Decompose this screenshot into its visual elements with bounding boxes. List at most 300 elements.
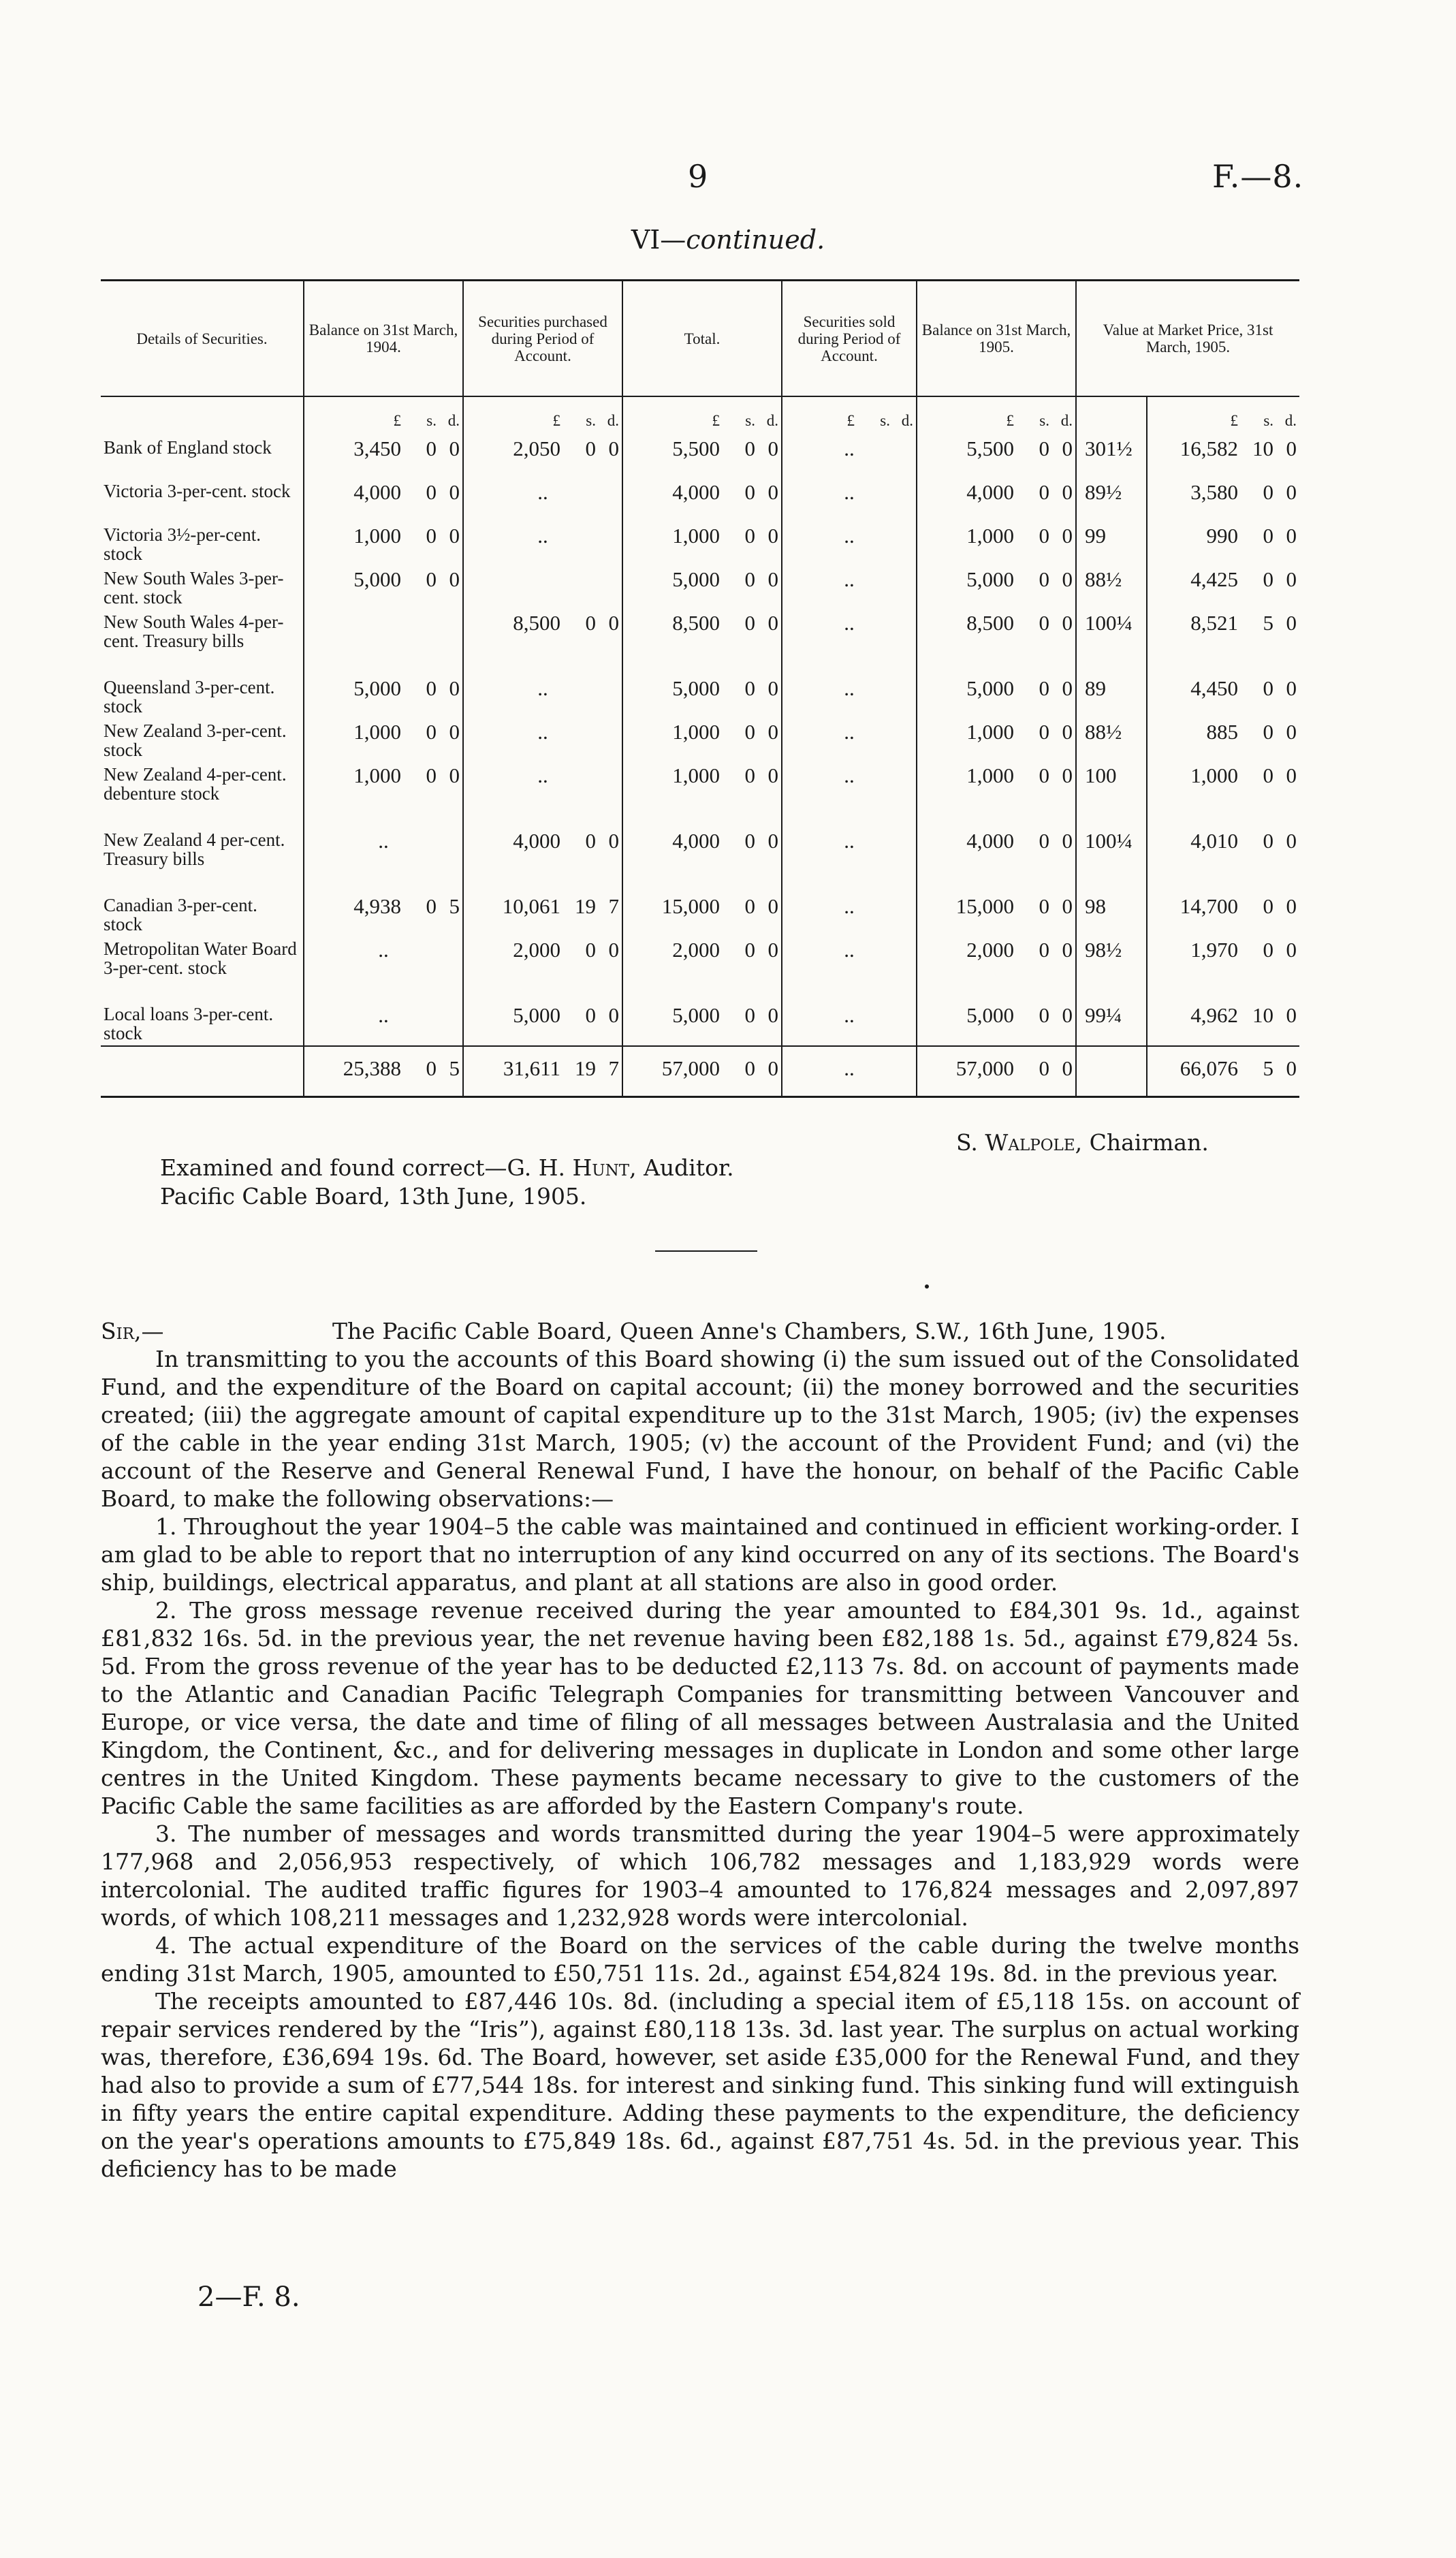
purchased-cell: .. <box>463 675 622 719</box>
market-price-cell: 100¼ <box>1076 827 1147 893</box>
market-price-cell: 99¼ <box>1076 1002 1147 1046</box>
amount-pence: 0 <box>1286 437 1297 460</box>
amount-pound: 4,450 <box>1190 676 1239 700</box>
amount-pence: 0 <box>767 894 778 918</box>
amount-pound: 2,000 <box>672 938 720 962</box>
purchased-cell: .. <box>463 479 622 522</box>
total-cell <box>622 827 782 893</box>
amount-shillings: 0 <box>1039 938 1049 962</box>
amount-pound: 15,000 <box>955 894 1014 918</box>
balance-1905-cell <box>917 719 1076 762</box>
balance-1904-cell <box>304 435 463 479</box>
amount-shillings: 0 <box>744 524 755 548</box>
document-reference: F.—8. <box>1212 158 1304 195</box>
amount-shillings: 0 <box>585 437 596 460</box>
purchased-cell: .. <box>463 719 622 762</box>
amount-pound: 5,000 <box>672 567 720 591</box>
amount-pence: 0 <box>1062 763 1073 787</box>
amount-pence: 0 <box>1286 938 1297 962</box>
amount-pound: 1,000 <box>966 763 1014 787</box>
table-row <box>101 675 1299 719</box>
amount-pound: 5,000 <box>672 676 720 700</box>
amount-pound: 4,000 <box>966 480 1014 504</box>
amount-pence: 0 <box>1062 611 1073 635</box>
amount-pence: 0 <box>1062 524 1073 548</box>
table-row <box>101 435 1299 479</box>
amount-pence: 0 <box>767 829 778 853</box>
amount-pound: 25,388 <box>343 1056 401 1080</box>
amount-shillings: 0 <box>426 480 437 504</box>
total-cell <box>622 522 782 566</box>
table-row <box>101 936 1299 1002</box>
balance-1905-cell <box>917 610 1076 675</box>
amount-pence: 0 <box>767 1003 778 1027</box>
amount-pence: 0 <box>1286 611 1297 635</box>
unit-pence: d. <box>1060 412 1073 429</box>
amount-pound: 5,000 <box>353 676 401 700</box>
table-row <box>101 566 1299 610</box>
amount-pence: 0 <box>1062 437 1073 460</box>
letter-paragraph: 4. The actual expenditure of the Board on the services of the cable during the twelve months ending 31st March, 1905, amounted to £50,751 11s. 2d., against £54,824 19s. 8d. in the previous year. <box>101 1932 1299 1987</box>
security-name: Victoria 3-per-cent. stock <box>104 481 291 501</box>
balance-1904-cell: .. <box>304 827 463 893</box>
amount-shillings: 0 <box>426 437 437 460</box>
balance-1904-cell <box>304 610 463 675</box>
purchased-cell <box>463 435 622 479</box>
column-header-sold: Securities sold during Period of Account. <box>782 281 917 397</box>
market-value-cell <box>1147 719 1299 762</box>
purchased-cell <box>463 827 622 893</box>
amount-pound: 2,000 <box>966 938 1014 962</box>
amount-shillings: 0 <box>426 524 437 548</box>
column-header-details: Details of Securities. <box>101 281 304 397</box>
sold-cell: .. <box>782 762 917 827</box>
amount-shillings: 0 <box>1263 763 1274 787</box>
balance-1904-cell: .. <box>304 1002 463 1046</box>
signature-mark: 2—F. 8. <box>197 2281 300 2313</box>
market-price-cell: 88½ <box>1076 719 1147 762</box>
letter-body <box>101 1317 1299 2183</box>
amount-pound: 5,000 <box>966 567 1014 591</box>
separator-rule <box>655 1250 757 1252</box>
amount-pence: 0 <box>1062 894 1073 918</box>
amount-shillings: 0 <box>426 1056 437 1080</box>
unit-pence: d. <box>1284 412 1297 429</box>
amount-pence: 0 <box>449 567 460 591</box>
amount-shillings: 10 <box>1252 1003 1274 1027</box>
amount-pence: 0 <box>449 437 460 460</box>
unit-shilling: s. <box>880 412 890 429</box>
market-price-cell: 89 <box>1076 675 1147 719</box>
audit-note <box>160 1154 734 1211</box>
unit-pence: d. <box>447 412 460 429</box>
amount-shillings: 0 <box>426 676 437 700</box>
amount-pence: 0 <box>1286 894 1297 918</box>
amount-shillings: 19 <box>575 894 596 918</box>
market-price-cell: 99 <box>1076 522 1147 566</box>
amount-shillings: 0 <box>1039 524 1049 548</box>
amount-pound: 1,000 <box>966 720 1014 744</box>
grand-total <box>622 1046 782 1097</box>
market-value-cell <box>1147 893 1299 936</box>
total-cell <box>622 893 782 936</box>
sold-cell: .. <box>782 610 917 675</box>
amount-pence: 0 <box>767 567 778 591</box>
amount-shillings: 0 <box>744 894 755 918</box>
amount-pence: 0 <box>1062 676 1073 700</box>
amount-pence: 0 <box>608 938 619 962</box>
amount-pence: 0 <box>767 1056 778 1080</box>
total-market-value <box>1147 1046 1299 1097</box>
balance-1905-cell <box>917 827 1076 893</box>
amount-pound: 4,000 <box>353 480 401 504</box>
amount-pence: 0 <box>1286 567 1297 591</box>
amount-shillings: 0 <box>1039 720 1049 744</box>
ink-dot <box>925 1284 929 1289</box>
amount-pound: 4,000 <box>513 829 560 853</box>
security-name: New Zealand 3-per-cent. stock <box>104 721 287 760</box>
unit-label-cell <box>1076 396 1147 435</box>
unit-pound: £ <box>846 412 855 429</box>
amount-shillings: 0 <box>1263 524 1274 548</box>
amount-pence: 0 <box>1286 1003 1297 1027</box>
letter-heading <box>101 1317 1299 1345</box>
unit-pound: £ <box>712 412 720 429</box>
amount-pence: 0 <box>449 524 460 548</box>
amount-shillings: 0 <box>1263 676 1274 700</box>
table-row <box>101 719 1299 762</box>
amount-pence: 0 <box>1062 720 1073 744</box>
market-value-cell <box>1147 1002 1299 1046</box>
total-cell <box>622 479 782 522</box>
amount-pound: 5,000 <box>966 676 1014 700</box>
purchased-cell: .. <box>463 522 622 566</box>
amount-pence: 0 <box>767 938 778 962</box>
unit-shilling: s. <box>426 412 437 429</box>
amount-pound: 1,000 <box>353 524 401 548</box>
unit-pence: d. <box>766 412 778 429</box>
market-value-cell <box>1147 522 1299 566</box>
sold-cell: .. <box>782 893 917 936</box>
market-value-cell <box>1147 435 1299 479</box>
letter-paragraphs <box>101 1345 1299 2183</box>
amount-pence: 0 <box>767 763 778 787</box>
amount-pence: 0 <box>1286 676 1297 700</box>
amount-shillings: 0 <box>585 938 596 962</box>
unit-shilling: s. <box>1039 412 1049 429</box>
amount-shillings: 0 <box>744 829 755 853</box>
salutation: Sir,— <box>101 1318 164 1344</box>
table-row <box>101 762 1299 827</box>
balance-1905-cell <box>917 566 1076 610</box>
unit-label-cell <box>782 396 917 435</box>
market-value-cell <box>1147 610 1299 675</box>
purchased-cell <box>463 936 622 1002</box>
amount-pence: 0 <box>767 524 778 548</box>
amount-shillings: 0 <box>1039 480 1049 504</box>
amount-pound: 3,580 <box>1190 480 1239 504</box>
amount-pound: 10,061 <box>502 894 560 918</box>
amount-shillings: 0 <box>1039 1003 1049 1027</box>
amount-pound: 1,000 <box>353 720 401 744</box>
market-value-cell <box>1147 566 1299 610</box>
amount-pence: 0 <box>1286 480 1297 504</box>
balance-1904-cell <box>304 893 463 936</box>
sold-cell: .. <box>782 675 917 719</box>
market-price-cell: 100 <box>1076 762 1147 827</box>
table-row <box>101 522 1299 566</box>
amount-pound: 4,010 <box>1190 829 1239 853</box>
amount-pound: 5,500 <box>672 437 720 460</box>
table-row <box>101 1002 1299 1046</box>
table-row <box>101 893 1299 936</box>
amount-pound: 990 <box>1206 524 1239 548</box>
balance-1905-cell <box>917 675 1076 719</box>
balance-1904-cell: .. <box>304 936 463 1002</box>
unit-label-cell <box>1147 396 1299 435</box>
balance-1904-cell <box>304 719 463 762</box>
unit-shilling: s. <box>1263 412 1274 429</box>
amount-pence: 0 <box>1286 524 1297 548</box>
amount-shillings: 0 <box>1039 894 1049 918</box>
amount-pound: 4,938 <box>353 894 401 918</box>
column-header-balance-1905: Balance on 31st March, 1905. <box>917 281 1076 397</box>
amount-pence: 7 <box>608 1056 619 1080</box>
amount-pound: 4,425 <box>1190 567 1239 591</box>
total-cell <box>622 566 782 610</box>
amount-pound: 1,000 <box>672 763 720 787</box>
sold-cell: .. <box>782 1002 917 1046</box>
amount-shillings: 0 <box>744 676 755 700</box>
table-header-row <box>101 281 1299 397</box>
amount-shillings: 0 <box>426 894 437 918</box>
unit-label-cell <box>304 396 463 435</box>
total-purchased <box>463 1046 622 1097</box>
amount-pence: 0 <box>1286 763 1297 787</box>
amount-pound: 1,970 <box>1190 938 1239 962</box>
amount-shillings: 0 <box>744 720 755 744</box>
balance-1904-cell <box>304 479 463 522</box>
amount-shillings: 0 <box>585 611 596 635</box>
amount-pence: 0 <box>767 437 778 460</box>
total-cell <box>622 936 782 1002</box>
column-header-total: Total. <box>622 281 782 397</box>
amount-shillings: 0 <box>744 567 755 591</box>
amount-shillings: 0 <box>744 480 755 504</box>
audit-date-line: Pacific Cable Board, 13th June, 1905. <box>160 1183 587 1210</box>
totals-row <box>101 1046 1299 1097</box>
amount-shillings: 0 <box>1039 437 1049 460</box>
amount-pound: 5,000 <box>672 1003 720 1027</box>
balance-1905-cell <box>917 893 1076 936</box>
securities-table <box>101 279 1299 1098</box>
audit-line: Examined and found correct—G. H. Hunt, Auditor. <box>160 1154 734 1181</box>
amount-shillings: 5 <box>1263 611 1274 635</box>
amount-pence: 0 <box>767 676 778 700</box>
column-header-market-value: Value at Market Price, 31st March, 1905. <box>1076 281 1299 397</box>
amount-pence: 0 <box>449 763 460 787</box>
amount-shillings: 0 <box>744 1056 755 1080</box>
totals-label-cell <box>101 1046 304 1097</box>
amount-pence: 0 <box>1062 1056 1073 1080</box>
market-value-cell <box>1147 762 1299 827</box>
amount-pound: 3,450 <box>353 437 401 460</box>
amount-pound: 31,611 <box>503 1056 560 1080</box>
amount-pence: 0 <box>767 611 778 635</box>
security-name: New Zealand 4 per-cent. Treasury bills <box>104 830 285 869</box>
total-cell <box>622 719 782 762</box>
amount-pound: 8,500 <box>672 611 720 635</box>
total-cell <box>622 435 782 479</box>
amount-shillings: 0 <box>744 437 755 460</box>
unit-label-cell <box>101 396 304 435</box>
security-name: New South Wales 3-per-cent. stock <box>104 568 284 607</box>
security-name: New Zealand 4-per-cent. debenture stock <box>104 764 287 804</box>
amount-pence: 0 <box>1062 1003 1073 1027</box>
security-name: Victoria 3½-per-cent. stock <box>104 524 261 564</box>
sold-cell: .. <box>782 522 917 566</box>
amount-pound: 4,000 <box>672 829 720 853</box>
amount-pence: 0 <box>608 437 619 460</box>
amount-pence: 0 <box>1062 829 1073 853</box>
amount-pound: 1,000 <box>672 524 720 548</box>
amount-pound: 5,500 <box>966 437 1014 460</box>
amount-pound: 5,000 <box>353 567 401 591</box>
amount-pound: 57,000 <box>955 1056 1014 1080</box>
amount-pound: 2,000 <box>513 938 560 962</box>
total-cell <box>622 1002 782 1046</box>
amount-shillings: 0 <box>744 611 755 635</box>
letter-address: The Pacific Cable Board, Queen Anne's Chambers, S.W., 16th June, 1905. <box>332 1318 1167 1344</box>
total-cell <box>622 762 782 827</box>
amount-shillings: 0 <box>1039 1056 1049 1080</box>
letter-paragraph: 2. The gross message revenue received during the year amounted to £84,301 9s. 1d., against £81,832 16s. 5d. in the previous year, the net revenue having been £82,188 1s. 5d., against £79,824 5s. 5d. From the gross revenue of the year has to be deducted £2,113 7s. 8d. on account of payments made to the Atlantic and Canadian Pacific Telegraph Companies for transmitting between Vancouver and Europe, or vice versa, the date and time of filing of all messages between Australasia and the United Kingdom, the Continent, &c., and for delivering messages in duplicate in London and some other large centres in the United Kingdom. These payments became necessary to give to the customers of the Pacific Cable the same facilities as are afforded by the Eastern Company's route. <box>101 1597 1299 1819</box>
amount-shillings: 0 <box>1263 829 1274 853</box>
amount-pence: 5 <box>449 1056 460 1080</box>
purchased-cell <box>463 1002 622 1046</box>
amount-shillings: 0 <box>744 938 755 962</box>
amount-shillings: 0 <box>1263 480 1274 504</box>
balance-1905-cell <box>917 762 1076 827</box>
market-price-cell: 100¼ <box>1076 610 1147 675</box>
amount-pence: 5 <box>449 894 460 918</box>
balance-1904-cell <box>304 522 463 566</box>
sold-cell: .. <box>782 827 917 893</box>
market-value-cell <box>1147 827 1299 893</box>
balance-1904-cell <box>304 675 463 719</box>
total-sold: .. <box>782 1046 917 1097</box>
amount-pound: 4,000 <box>966 829 1014 853</box>
amount-pence: 7 <box>608 894 619 918</box>
amount-pound: 1,000 <box>353 763 401 787</box>
units-row <box>101 396 1299 435</box>
unit-pound: £ <box>1230 412 1239 429</box>
total-balance-1905 <box>917 1046 1076 1097</box>
amount-pound: 8,500 <box>513 611 560 635</box>
security-name: Queensland 3-per-cent. stock <box>104 677 275 716</box>
amount-shillings: 5 <box>1263 1056 1274 1080</box>
amount-shillings: 0 <box>744 1003 755 1027</box>
sold-cell: .. <box>782 719 917 762</box>
unit-pound: £ <box>552 412 560 429</box>
unit-label-cell <box>622 396 782 435</box>
unit-pound: £ <box>393 412 401 429</box>
amount-pound: 66,076 <box>1180 1056 1239 1080</box>
market-price-cell: 98 <box>1076 893 1147 936</box>
amount-pence: 0 <box>608 1003 619 1027</box>
amount-pence: 0 <box>1062 480 1073 504</box>
amount-pence: 0 <box>1286 1056 1297 1080</box>
amount-pound: 57,000 <box>661 1056 720 1080</box>
market-price-cell: 89½ <box>1076 479 1147 522</box>
balance-1905-cell <box>917 1002 1076 1046</box>
security-name: Local loans 3-per-cent. stock <box>104 1004 274 1043</box>
purchased-cell <box>463 566 622 610</box>
market-value-cell <box>1147 675 1299 719</box>
market-value-cell <box>1147 479 1299 522</box>
amount-shillings: 0 <box>1039 763 1049 787</box>
security-name: Canadian 3-per-cent. stock <box>104 895 257 934</box>
market-price-cell: 98½ <box>1076 936 1147 1002</box>
amount-pound: 8,521 <box>1190 611 1239 635</box>
balance-1904-cell <box>304 762 463 827</box>
table-row <box>101 610 1299 675</box>
letter-paragraph: The receipts amounted to £87,446 10s. 8d. (including a special item of £5,118 15s. on account of repair services rendered by the “Iris”), against £80,118 13s. 3d. last year. The surplus on actual working was, therefore, £36,694 19s. 6d. The Board, however, set aside £35,000 for the Renewal Fund, and they had also to provide a sum of £77,544 18s. for interest and sinking fund. This sinking fund will extinguish in fifty years the entire capital expenditure. Adding these payments to the expenditure, the deficiency on the year's operations amounts to £75,849 18s. 6d., against £87,751 4s. 5d. in the previous year. This deficiency has to be made <box>101 1988 1299 2182</box>
purchased-cell: .. <box>463 762 622 827</box>
unit-pence: d. <box>607 412 619 429</box>
amount-pence: 0 <box>1062 567 1073 591</box>
amount-shillings: 0 <box>426 720 437 744</box>
amount-shillings: 0 <box>744 763 755 787</box>
amount-pence: 0 <box>608 611 619 635</box>
amount-pound: 5,000 <box>966 1003 1014 1027</box>
letter-paragraph: 3. The number of messages and words transmitted during the year 1904–5 were approximately 177,968 and 2,056,953 respectively, of which 106,782 messages and 1,183,929 words were intercolonial. The audited traffic figures for 1903–4 amounted to 176,824 messages and 2,097,897 words, of which 108,211 messages and 1,232,928 words were intercolonial. <box>101 1820 1299 1931</box>
page-number: 9 <box>688 158 708 195</box>
amount-pound: 16,582 <box>1180 437 1239 460</box>
unit-label-cell <box>463 396 622 435</box>
sold-cell: .. <box>782 435 917 479</box>
amount-shillings: 0 <box>1263 938 1274 962</box>
amount-pound: 15,000 <box>661 894 720 918</box>
amount-pence: 0 <box>449 480 460 504</box>
amount-shillings: 0 <box>1263 567 1274 591</box>
amount-pence: 0 <box>1062 938 1073 962</box>
balance-1905-cell <box>917 936 1076 1002</box>
market-price-cell: 301½ <box>1076 435 1147 479</box>
unit-shilling: s. <box>586 412 596 429</box>
unit-pence: d. <box>901 412 913 429</box>
amount-shillings: 0 <box>1039 829 1049 853</box>
amount-pound: 4,962 <box>1190 1003 1239 1027</box>
amount-pound: 5,000 <box>513 1003 560 1027</box>
sold-cell: .. <box>782 936 917 1002</box>
amount-pence: 0 <box>608 829 619 853</box>
amount-shillings: 10 <box>1252 437 1274 460</box>
unit-label-cell <box>917 396 1076 435</box>
amount-pence: 0 <box>767 720 778 744</box>
amount-shillings: 0 <box>585 829 596 853</box>
sold-cell: .. <box>782 566 917 610</box>
letter-paragraph: In transmitting to you the accounts of this Board showing (i) the sum issued out of the Consolidated Fund, and the expenditure of the Board on capital account; (ii) the money borrowed and the securities created; (iii) the aggregate amount of capital expenditure up to the 31st March, 1905; (iv) the expenses of the cable in the year ending 31st March, 1905; (v) the account of the Provident Fund; and (vi) the account of the Reserve and General Renewal Fund, I have the honour, on behalf of the Pacific Cable Board, to make the following observations:— <box>101 1346 1299 1512</box>
amount-shillings: 0 <box>1039 567 1049 591</box>
amount-shillings: 19 <box>575 1056 596 1080</box>
amount-pence: 0 <box>449 720 460 744</box>
security-name: Bank of England stock <box>104 437 272 458</box>
amount-pence: 0 <box>1286 829 1297 853</box>
amount-pence: 0 <box>767 480 778 504</box>
amount-pound: 885 <box>1206 720 1239 744</box>
amount-pound: 1,000 <box>672 720 720 744</box>
